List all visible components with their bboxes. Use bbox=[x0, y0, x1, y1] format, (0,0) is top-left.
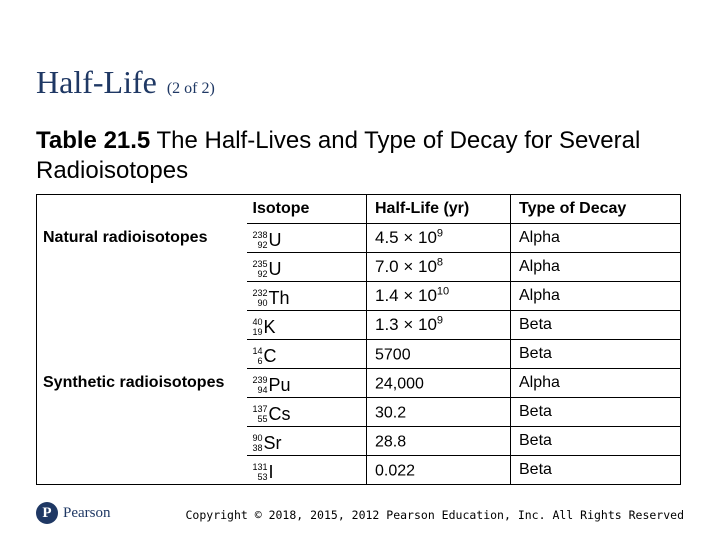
half-life-exponent: 9 bbox=[436, 227, 444, 240]
isotope-cell bbox=[247, 340, 367, 369]
element-symbol: Th bbox=[268, 287, 290, 308]
half-life-value: 30.2 bbox=[375, 404, 407, 422]
nuclide-notation bbox=[253, 259, 282, 280]
category-blank-cell bbox=[37, 398, 247, 427]
atomic-number: 92 bbox=[257, 240, 268, 251]
half-life-mantissa: 1.4 × 10 bbox=[375, 286, 437, 306]
mass-number: 239 bbox=[252, 375, 268, 386]
nuclide-notation bbox=[253, 433, 282, 454]
half-life-mantissa: 1.3 × 10 bbox=[375, 315, 437, 335]
element-symbol: U bbox=[268, 229, 282, 250]
slide-title-suffix: (2 of 2) bbox=[166, 80, 215, 97]
half-life-cell bbox=[367, 398, 511, 427]
element-symbol: C bbox=[263, 345, 277, 366]
category-blank-cell bbox=[37, 456, 247, 485]
pearson-logo-icon: P bbox=[36, 502, 58, 524]
table-caption-text: The Half-Lives and Type of Decay for Several Radioisotopes bbox=[36, 127, 641, 184]
half-life-cell bbox=[367, 369, 511, 398]
nuclide-notation bbox=[253, 346, 277, 367]
half-life-value: 5700 bbox=[375, 346, 411, 364]
header-isotope: Isotope bbox=[247, 195, 367, 224]
mass-number: 238 bbox=[252, 230, 268, 241]
table-row bbox=[37, 456, 681, 485]
category-blank-cell bbox=[37, 253, 247, 282]
decay-type-cell: Alpha bbox=[511, 224, 681, 253]
category-synthetic: Synthetic radioisotopes bbox=[37, 369, 247, 398]
half-life-cell bbox=[367, 253, 511, 282]
pearson-logo bbox=[36, 502, 111, 524]
mass-number: 90 bbox=[252, 433, 263, 444]
half-life-mantissa: 7.0 × 10 bbox=[375, 257, 437, 277]
slide-title bbox=[36, 64, 215, 101]
atomic-number: 53 bbox=[257, 472, 268, 483]
decay-type-cell: Beta bbox=[511, 398, 681, 427]
isotope-cell bbox=[247, 369, 367, 398]
table-caption bbox=[36, 126, 676, 186]
element-symbol: U bbox=[268, 258, 282, 279]
table-row bbox=[37, 311, 681, 340]
atomic-number: 19 bbox=[252, 327, 263, 338]
mass-number: 137 bbox=[252, 404, 268, 415]
half-life-cell bbox=[367, 282, 511, 311]
mass-number: 131 bbox=[252, 462, 268, 473]
half-life-exponent: 8 bbox=[436, 256, 444, 269]
radioisotope-table bbox=[36, 194, 681, 485]
nuclide-notation bbox=[253, 230, 282, 251]
table-row bbox=[37, 282, 681, 311]
half-life-value: 28.8 bbox=[375, 433, 407, 451]
table-row bbox=[37, 427, 681, 456]
decay-type-cell: Alpha bbox=[511, 282, 681, 311]
decay-type-cell: Beta bbox=[511, 340, 681, 369]
table-row bbox=[37, 398, 681, 427]
decay-type-cell: Beta bbox=[511, 427, 681, 456]
category-blank-cell bbox=[37, 427, 247, 456]
element-symbol: Pu bbox=[268, 374, 291, 395]
half-life-exponent: 9 bbox=[436, 314, 444, 327]
isotope-cell bbox=[247, 311, 367, 340]
half-life-mantissa: 4.5 × 10 bbox=[375, 228, 437, 248]
isotope-cell bbox=[247, 427, 367, 456]
mass-number: 40 bbox=[252, 317, 263, 328]
atomic-number: 6 bbox=[257, 356, 263, 367]
half-life-exponent: 10 bbox=[436, 285, 450, 298]
isotope-cell bbox=[247, 282, 367, 311]
half-life-cell bbox=[367, 427, 511, 456]
half-life-value: 24,000 bbox=[375, 375, 424, 393]
category-natural: Natural radioisotopes bbox=[37, 224, 247, 253]
decay-type-cell: Alpha bbox=[511, 253, 681, 282]
decay-type-cell: Beta bbox=[511, 456, 681, 485]
isotope-cell bbox=[247, 456, 367, 485]
nuclide-notation bbox=[253, 462, 274, 483]
element-symbol: K bbox=[263, 316, 276, 337]
mass-number: 232 bbox=[252, 288, 268, 299]
half-life-value: 0.022 bbox=[375, 462, 416, 480]
table-row bbox=[37, 340, 681, 369]
table-header-row bbox=[37, 195, 681, 224]
isotope-cell bbox=[247, 398, 367, 427]
half-life-cell bbox=[367, 311, 511, 340]
atomic-number: 94 bbox=[257, 385, 268, 396]
half-life-cell bbox=[367, 456, 511, 485]
atomic-number: 55 bbox=[257, 414, 268, 425]
element-symbol: Cs bbox=[268, 403, 291, 424]
mass-number: 14 bbox=[252, 346, 263, 357]
header-decay-type: Type of Decay bbox=[511, 195, 681, 224]
isotope-cell bbox=[247, 253, 367, 282]
category-blank-cell bbox=[37, 340, 247, 369]
header-half-life: Half-Life (yr) bbox=[367, 195, 511, 224]
table-row bbox=[37, 224, 681, 253]
category-blank-cell bbox=[37, 282, 247, 311]
nuclide-notation bbox=[253, 404, 291, 425]
table-row bbox=[37, 369, 681, 398]
nuclide-notation bbox=[253, 317, 276, 338]
element-symbol: Sr bbox=[263, 432, 282, 453]
decay-type-cell: Alpha bbox=[511, 369, 681, 398]
half-life-cell bbox=[367, 340, 511, 369]
table-row bbox=[37, 253, 681, 282]
atomic-number: 38 bbox=[252, 443, 263, 454]
mass-number: 235 bbox=[252, 259, 268, 270]
atomic-number: 92 bbox=[257, 269, 268, 280]
category-blank-cell bbox=[37, 311, 247, 340]
nuclide-notation bbox=[253, 288, 290, 309]
element-symbol: I bbox=[268, 461, 274, 482]
nuclide-notation bbox=[253, 375, 291, 396]
half-life-cell bbox=[367, 224, 511, 253]
isotope-cell bbox=[247, 224, 367, 253]
slide-title-main: Half-Life bbox=[36, 64, 157, 100]
atomic-number: 90 bbox=[257, 298, 268, 309]
copyright-notice: Copyright © 2018, 2015, 2012 Pearson Education, Inc. All Rights Reserved bbox=[185, 508, 684, 522]
pearson-logo-text: Pearson bbox=[63, 504, 111, 521]
table-caption-label: Table 21.5 bbox=[36, 127, 151, 154]
header-blank-cell bbox=[37, 195, 247, 224]
decay-type-cell: Beta bbox=[511, 311, 681, 340]
